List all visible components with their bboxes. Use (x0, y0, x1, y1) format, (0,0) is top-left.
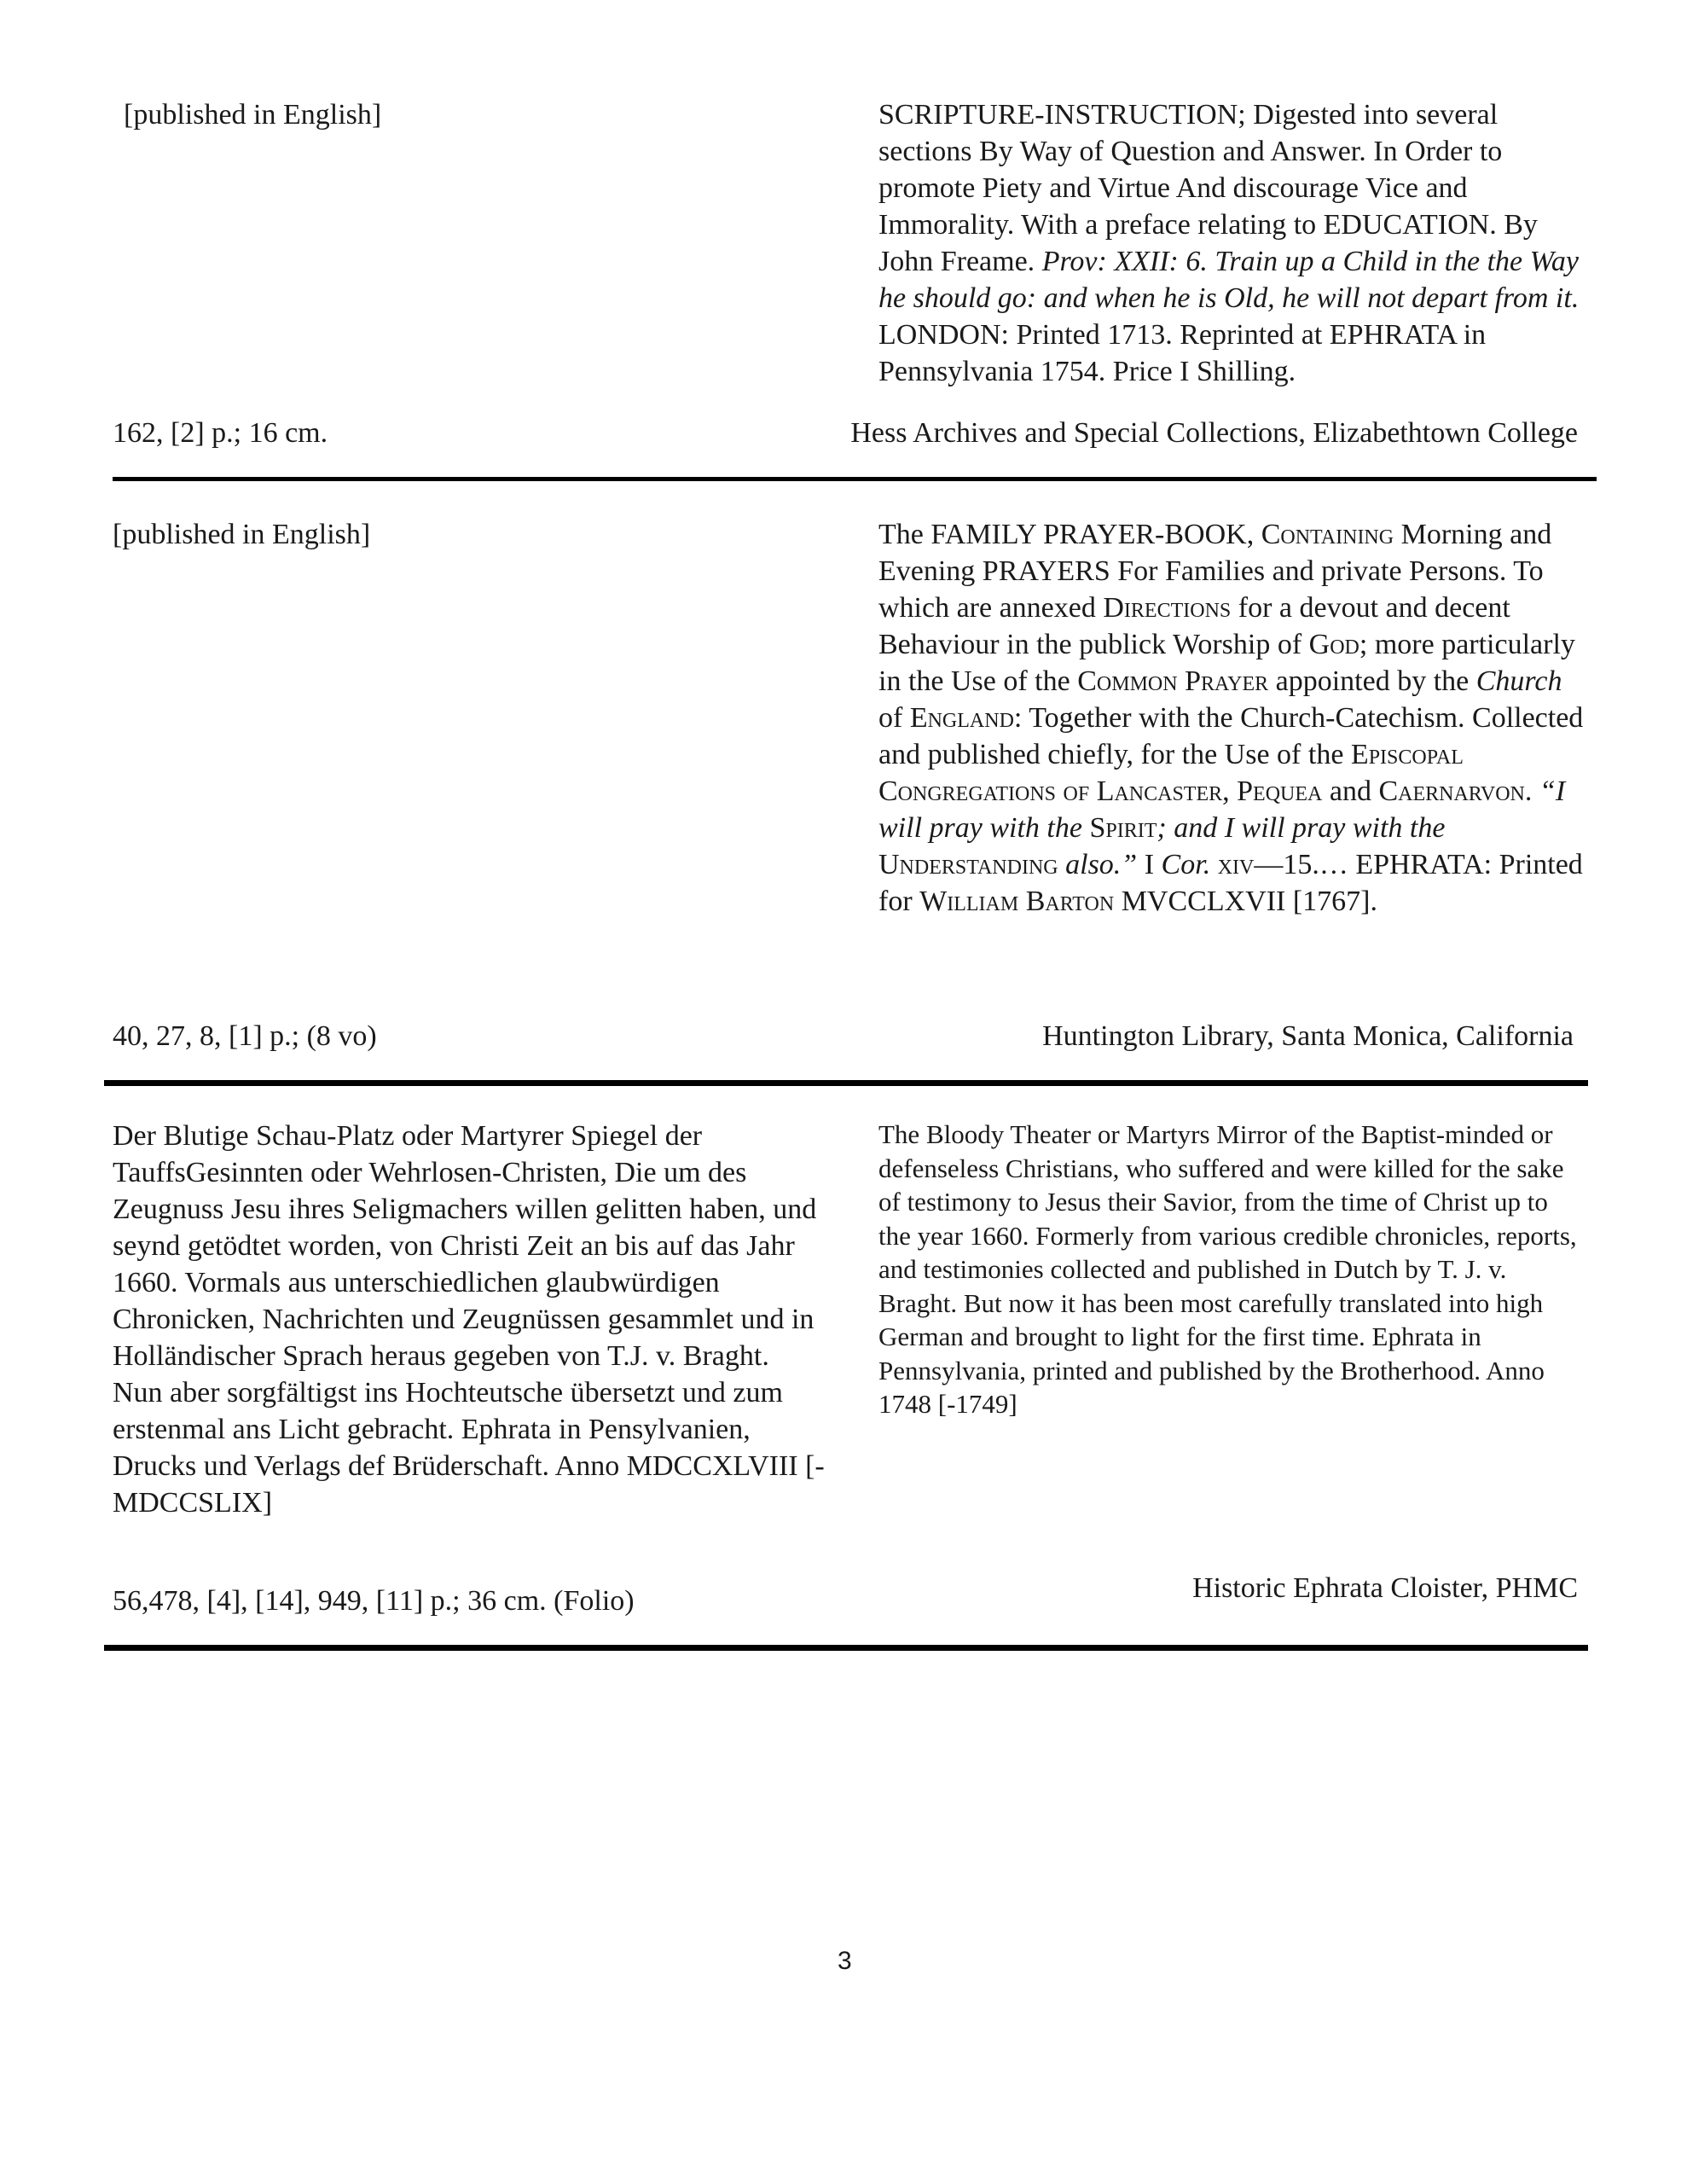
entry-3-collation: 56,478, [4], [14], 949, [11] p.; 36 cm. (Folio) (113, 1585, 635, 1617)
title-text-segment: LONDON: Printed 1713. Reprinted at EPHRATA in Pennsylvania 1754. Price I Shilling. (878, 319, 1487, 387)
title-text-segment: also.” (1058, 849, 1138, 880)
page-number: 3 (838, 1947, 852, 1975)
title-text-segment: Cor. (1161, 849, 1211, 880)
title-text-segment: Understanding (878, 849, 1058, 880)
title-text-segment: Prov: XXII: 6. Train up a Child in the the Way he should go: and when he is Old, he will not depart from it. (878, 246, 1580, 314)
entry-3-divider (104, 1645, 1588, 1651)
title-text-segment (1210, 849, 1218, 880)
title-text-segment: , (1222, 775, 1238, 807)
title-text-segment: : Together with the Church-Catechism. Collected and published chiefly, for the Use of the (878, 702, 1584, 770)
title-text-segment: England (909, 702, 1014, 734)
title-text-segment: William Barton (919, 886, 1115, 917)
title-text-segment: xiv (1217, 849, 1255, 880)
title-text-segment: God (1308, 629, 1359, 660)
title-text-segment: Episcopal Congregations of Lancaster (878, 739, 1464, 807)
title-text-segment: for a devout and decent Behaviour in the publick Worship of (878, 592, 1510, 660)
title-text-segment: Pequea (1237, 775, 1323, 807)
title-text-segment: Morning and Evening PRAYERS For Families and private Persons. To which are annexed (878, 519, 1552, 624)
title-text-segment: “I will pray with the (878, 775, 1566, 844)
title-text-segment: I (1137, 849, 1162, 880)
title-text-segment: and (1322, 775, 1379, 807)
entry-3-repository: Historic Ephrata Cloister, PHMC (1192, 1572, 1578, 1604)
entry-2-title (878, 516, 1586, 920)
title-text-segment: —15.… EPHRATA: Printed for (878, 849, 1583, 917)
title-text-segment: ; more particularly in the Use of the (878, 629, 1575, 697)
title-text-segment: Church (1475, 665, 1562, 697)
entry-2-divider (104, 1080, 1588, 1086)
entry-1-repository: Hess Archives and Special Collections, Elizabethtown College (850, 417, 1578, 449)
entry-1-language-note: [published in English] (124, 99, 382, 131)
title-text-segment: ; and I will pray with the (1157, 812, 1446, 844)
entry-1-collation: 162, [2] p.; 16 cm. (113, 417, 328, 449)
title-text-segment: Caernarvon (1378, 775, 1525, 807)
title-text-segment: The FAMILY PRAYER-BOOK, (878, 519, 1261, 550)
entry-2-language-note: [published in English] (113, 519, 371, 550)
entry-1-divider (113, 477, 1597, 481)
title-text-segment: . (1524, 775, 1539, 807)
title-text-segment: SCRIPTURE-INSTRUCTION; Digested into several sections By Way of Question and Answer. In Order to promote Piety and Virtue And discourage Vice and Immorality. With a preface relating to EDUCATION. By John Freame. (878, 99, 1538, 277)
entry-2-collation: 40, 27, 8, [1] p.; (8 vo) (113, 1020, 377, 1052)
entry-3-german-title: Der Blutige Schau-Platz oder Martyrer Spiegel der TauffsGesinnten oder Wehrlosen-Christen, Die um des Zeugnuss Jesu ihres Seligmachers willen gelitten haben, und seynd getödtet worden, von Christi Zeit an bis auf das Jahr 1660. Vormals aus unterschiedlichen glaubwürdigen Chronicken, Nachrichten und Zeugnüssen gesammlet und in Holländischer Sprach heraus gegeben von T.J. v. Braght. Nun aber sorgfältigst ins Hochteutsche übersetzt und zum erstenmal ans Licht gebracht. Ephrata in Pensylvanien, Drucks und Verlags def Brüderschaft. Anno MDCCXLVIII [-MDCCSLIX] (113, 1120, 825, 1519)
title-text-segment: Directions (1103, 592, 1232, 624)
entry-3-english-translation: The Bloody Theater or Martyrs Mirror of the Baptist-minded or defenseless Christians, who suffered and were killed for the sake of testimony to Jesus their Savior, from the time of Christ up to the year 1660. Formerly from various credible chronicles, reports, and testimonies collected and published in Dutch by T. J. v. Braght. But now it has been most carefully translated into high German and brought to light for the first time. Ephrata in Pennsylvania, printed and published by the Brotherhood. Anno 1748 [-1749] (878, 1119, 1577, 1419)
entry-2-repository: Huntington Library, Santa Monica, California (1042, 1020, 1574, 1052)
title-text-segment: Spirit (1089, 812, 1157, 844)
title-text-segment: Common Prayer (1077, 665, 1269, 697)
title-text-segment: MVCCLXVII [1767]. (1114, 886, 1378, 917)
entry-1-title (878, 96, 1586, 390)
title-text-segment: of (878, 702, 910, 734)
title-text-segment: Containing (1261, 519, 1394, 550)
title-text-segment: appointed by the (1268, 665, 1476, 697)
